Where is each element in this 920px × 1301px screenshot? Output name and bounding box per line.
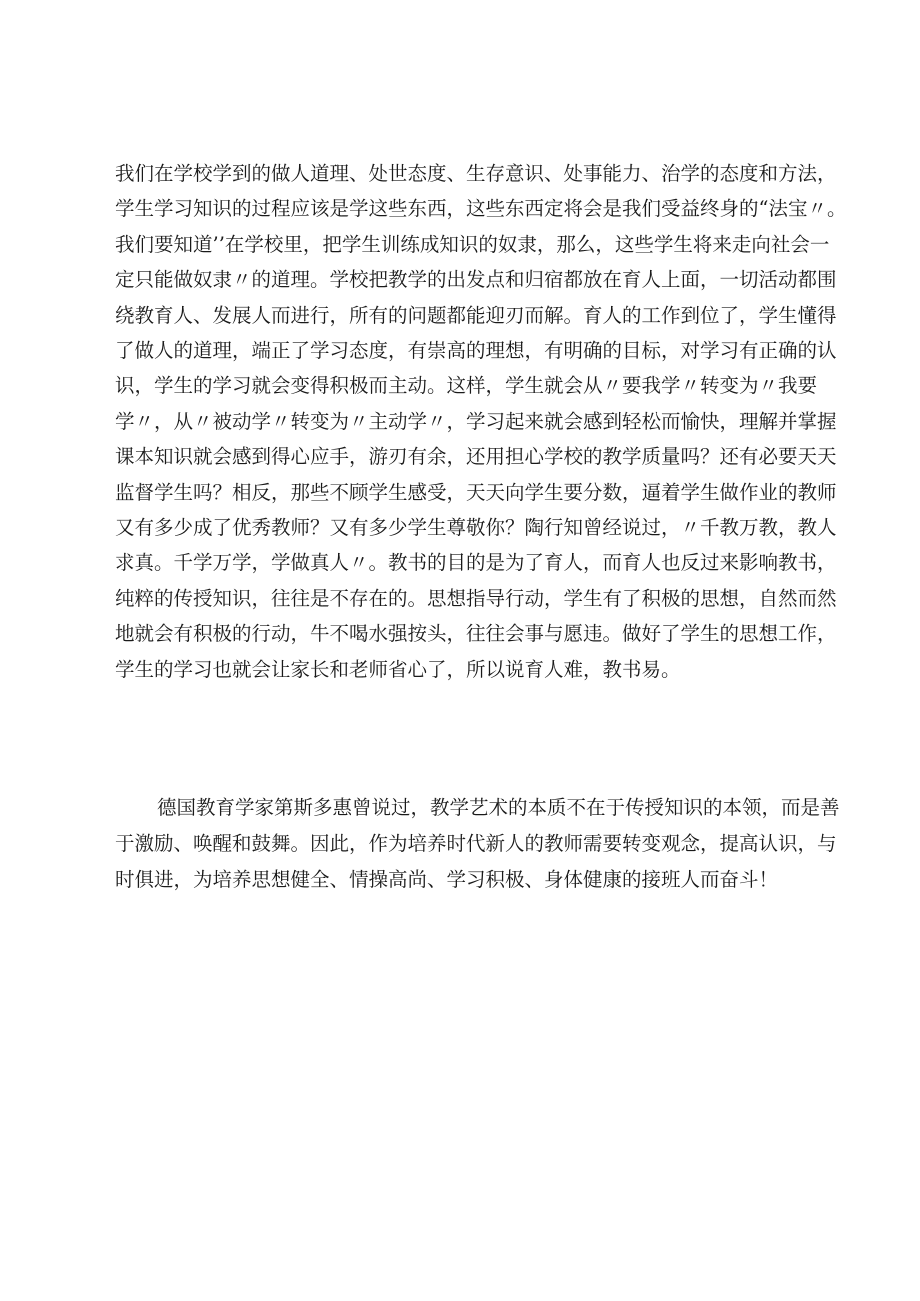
text-line: 学生学习知识的过程应该是学这些东西，这些东西定将会是我们受益终身的“法宝〃。 <box>115 197 847 221</box>
text-line: 监督学生吗？相反，那些不顾学生感受，天天向学生要分数，逼着学生做作业的教师 <box>115 480 837 504</box>
text-line: 识，学生的学习就会变得积极而主动。这样，学生就会从〃要我学〃转变为〃我要 <box>115 374 818 398</box>
text-line: 纯粹的传授知识，往往是不存在的。思想指导行动，学生有了积极的思想，自然而然 <box>115 586 837 610</box>
text-line: 课本知识就会感到得心应手，游刃有余，还用担心学校的教学质量吗？还有必要天天 <box>115 445 837 469</box>
text-line: 了做人的道理，端正了学习态度，有崇高的理想，有明确的目标，对学习有正确的认 <box>115 339 837 362</box>
text-line: 学生的学习也就会让家长和老师省心了，所以说育人难，教书易。 <box>115 657 681 681</box>
text-line: 于激励、唤醒和鼓舞。因此，作为培养时代新人的教师需要转变观念，提高认识，与 <box>115 832 837 855</box>
text-line: 我们要知道’’在学校里，把学生训练成知识的奴隶，那么，这些学生将来走向社会一 <box>115 232 830 256</box>
text-line: 地就会有积极的行动，牛不喝水强按头，往往会事与愿违。做好了学生的思想工作， <box>115 622 837 646</box>
text-line: 学〃，从〃被动学〃转变为〃主动学〃，学习起来就会感到轻松而愉快，理解并掌握 <box>115 409 837 433</box>
text-line: 求真。千学万学，学做真人〃。教书的目的是为了育人，而育人也反过来影响教书， <box>115 551 837 575</box>
text-line: 时俱进，为培养思想健全、情操高尚、学习积极、身体健康的接班人而奋斗！ <box>115 868 779 891</box>
text-line: 德国教育学家第斯多惠曾说过，教学艺术的本质不在于传授知识的本领，而是善 <box>157 796 840 819</box>
text-line: 又有多少成了优秀教师？又有多少学生尊敬你？陶行知曾经说过，〃千教万教，教人 <box>115 516 837 539</box>
text-line: 我们在学校学到的做人道理、处世态度、生存意识、处事能力、治学的态度和方法， <box>115 162 837 185</box>
text-line: 绕教育人、发展人而进行，所有的问题都能迎刃而解。育人的工作到位了，学生懂得 <box>115 303 837 327</box>
text-line: 定只能做奴隶〃的道理。学校把教学的出发点和归宿都放在育人上面，一切活动都围 <box>115 268 837 292</box>
